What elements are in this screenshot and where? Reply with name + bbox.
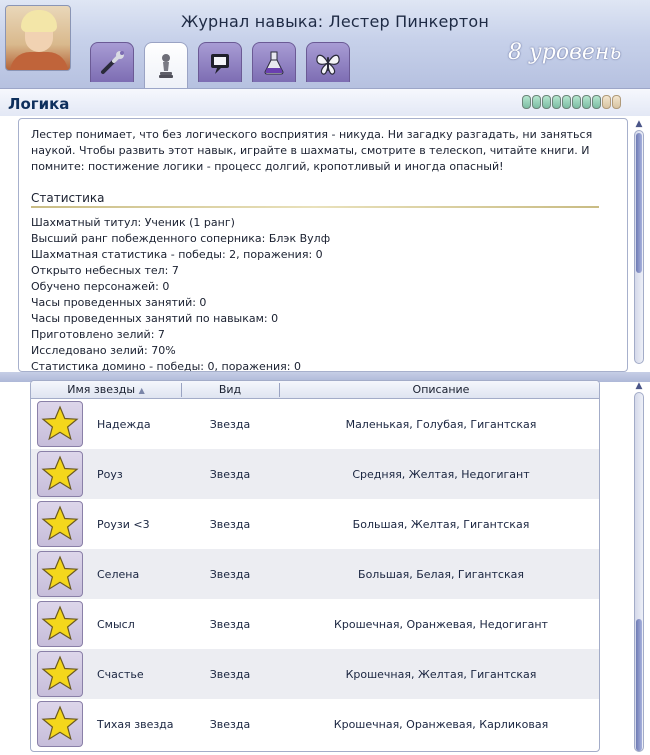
column-header-label: Имя звезды (67, 383, 136, 396)
level-pip-filled (532, 95, 541, 109)
star-thumbnail[interactable] (37, 551, 83, 597)
potion-flask-icon (259, 48, 289, 78)
star-icon (41, 605, 79, 643)
table-row[interactable] (31, 599, 600, 649)
table-scrollbar[interactable] (634, 392, 644, 752)
skill-info-panel (18, 118, 628, 372)
star-description: Крошечная, Желтая, Гигантская (345, 667, 537, 681)
level-pip-filled (562, 95, 571, 109)
info-scrollbar-thumb[interactable] (636, 133, 642, 273)
tab-phone[interactable] (198, 42, 242, 82)
stat-line: Открыто небесных тел: 7 (31, 264, 179, 277)
level-pip-filled (552, 95, 561, 109)
stars-table-header (31, 381, 600, 399)
stats-heading: Статистика (31, 191, 105, 205)
info-scrollbar[interactable] (634, 130, 644, 364)
level-pip-filled (572, 95, 581, 109)
table-scroll-up-arrow[interactable]: ▲ (635, 381, 643, 391)
table-scrollbar-thumb[interactable] (636, 619, 642, 751)
wrench-icon (97, 48, 127, 78)
stat-line: Приготовлено зелий: 7 (31, 328, 165, 341)
star-kind: Звезда (209, 517, 251, 531)
stat-line: Высший ранг побежденного соперника: Блэк Вулф (31, 232, 331, 245)
star-name: Счастье (97, 667, 144, 681)
star-icon (41, 455, 79, 493)
star-name: Смысл (97, 617, 135, 631)
star-thumbnail[interactable] (37, 701, 83, 747)
star-thumbnail[interactable] (37, 401, 83, 447)
level-pip-filled (522, 95, 531, 109)
star-icon (41, 405, 79, 443)
sort-ascending-icon: ▲ (138, 386, 145, 395)
star-name: Роузи <3 (97, 517, 150, 531)
stat-line: Статистика домино - победы: 0, поражения: 0 (31, 360, 301, 372)
avatar-shirt (10, 52, 68, 71)
tab-skill[interactable] (144, 42, 188, 88)
skill-level-meter (522, 95, 621, 109)
window-header (0, 0, 650, 88)
star-description: Средняя, Желтая, Недогигант (352, 467, 530, 481)
tab-collections[interactable] (306, 42, 350, 82)
star-name: Тихая звезда (97, 717, 174, 731)
level-pip-filled (542, 95, 551, 109)
skill-level-text: 8 уровень (508, 40, 622, 65)
star-kind: Звезда (209, 617, 251, 631)
stats-divider (31, 206, 599, 208)
table-row[interactable] (31, 499, 600, 549)
star-kind: Звезда (209, 717, 251, 731)
skill-description: Лестер понимает, что без логического восприятия - никуда. Ни загадку разгадать, ни заняться наукой. Чтобы развить этот навык, играйте в шахматы, смотрите в телескоп, читайте книги. И помните: постижение логики - процесс долгий, кропотливый и иногда опасный! (31, 128, 593, 173)
column-header-description[interactable]: Описание (412, 383, 470, 396)
stars-table (30, 380, 600, 752)
level-pip-empty (612, 95, 621, 109)
table-row[interactable] (31, 649, 600, 699)
stat-line: Шахматный титул: Ученик (1 ранг) (31, 216, 235, 229)
skill-title-bar (0, 88, 650, 116)
level-pip-empty (602, 95, 611, 109)
table-row[interactable] (31, 449, 600, 499)
star-thumbnail[interactable] (37, 501, 83, 547)
table-row[interactable] (31, 549, 600, 599)
level-pip-filled (582, 95, 591, 109)
star-thumbnail[interactable] (37, 651, 83, 697)
stat-line: Обучено персонажей: 0 (31, 280, 170, 293)
table-row[interactable] (31, 699, 600, 749)
star-kind: Звезда (209, 567, 251, 581)
star-description: Маленькая, Голубая, Гигантская (345, 417, 537, 431)
star-name: Селена (97, 567, 140, 581)
column-header-kind[interactable]: Вид (218, 383, 242, 396)
column-header-star-name[interactable] (31, 383, 181, 396)
info-scroll-up-arrow[interactable]: ▲ (635, 119, 643, 129)
star-description: Крошечная, Оранжевая, Недогигант (334, 617, 548, 631)
level-pip-filled (592, 95, 601, 109)
star-description: Большая, Белая, Гигантская (358, 567, 524, 581)
star-kind: Звезда (209, 417, 251, 431)
star-icon (41, 505, 79, 543)
star-name: Надежда (97, 417, 151, 431)
window-title: Журнал навыка: Лестер Пинкертон (180, 12, 490, 31)
stat-line: Часы проведенных занятий по навыкам: 0 (31, 312, 279, 325)
butterfly-icon (313, 48, 343, 78)
skill-name: Логика (8, 95, 70, 113)
star-name: Роуз (97, 467, 123, 481)
star-icon (41, 655, 79, 693)
star-icon (41, 705, 79, 743)
star-description: Крошечная, Оранжевая, Карликовая (333, 717, 549, 731)
stats-list (31, 215, 611, 372)
stat-line: Исследовано зелий: 70% (31, 344, 176, 357)
tab-tools[interactable] (90, 42, 134, 82)
star-kind: Звезда (209, 667, 251, 681)
tab-potions[interactable] (252, 42, 296, 82)
star-kind: Звезда (209, 467, 251, 481)
star-icon (41, 555, 79, 593)
table-row[interactable] (31, 399, 600, 449)
stat-line: Шахматная статистика - победы: 2, поражения: 0 (31, 248, 323, 261)
phone-icon (205, 48, 235, 78)
star-description: Большая, Желтая, Гигантская (352, 517, 530, 531)
stat-line: Часы проведенных занятий: 0 (31, 296, 207, 309)
star-thumbnail[interactable] (37, 601, 83, 647)
chess-pawn-icon (151, 51, 181, 81)
star-thumbnail[interactable] (37, 451, 83, 497)
column-separator (279, 383, 280, 397)
